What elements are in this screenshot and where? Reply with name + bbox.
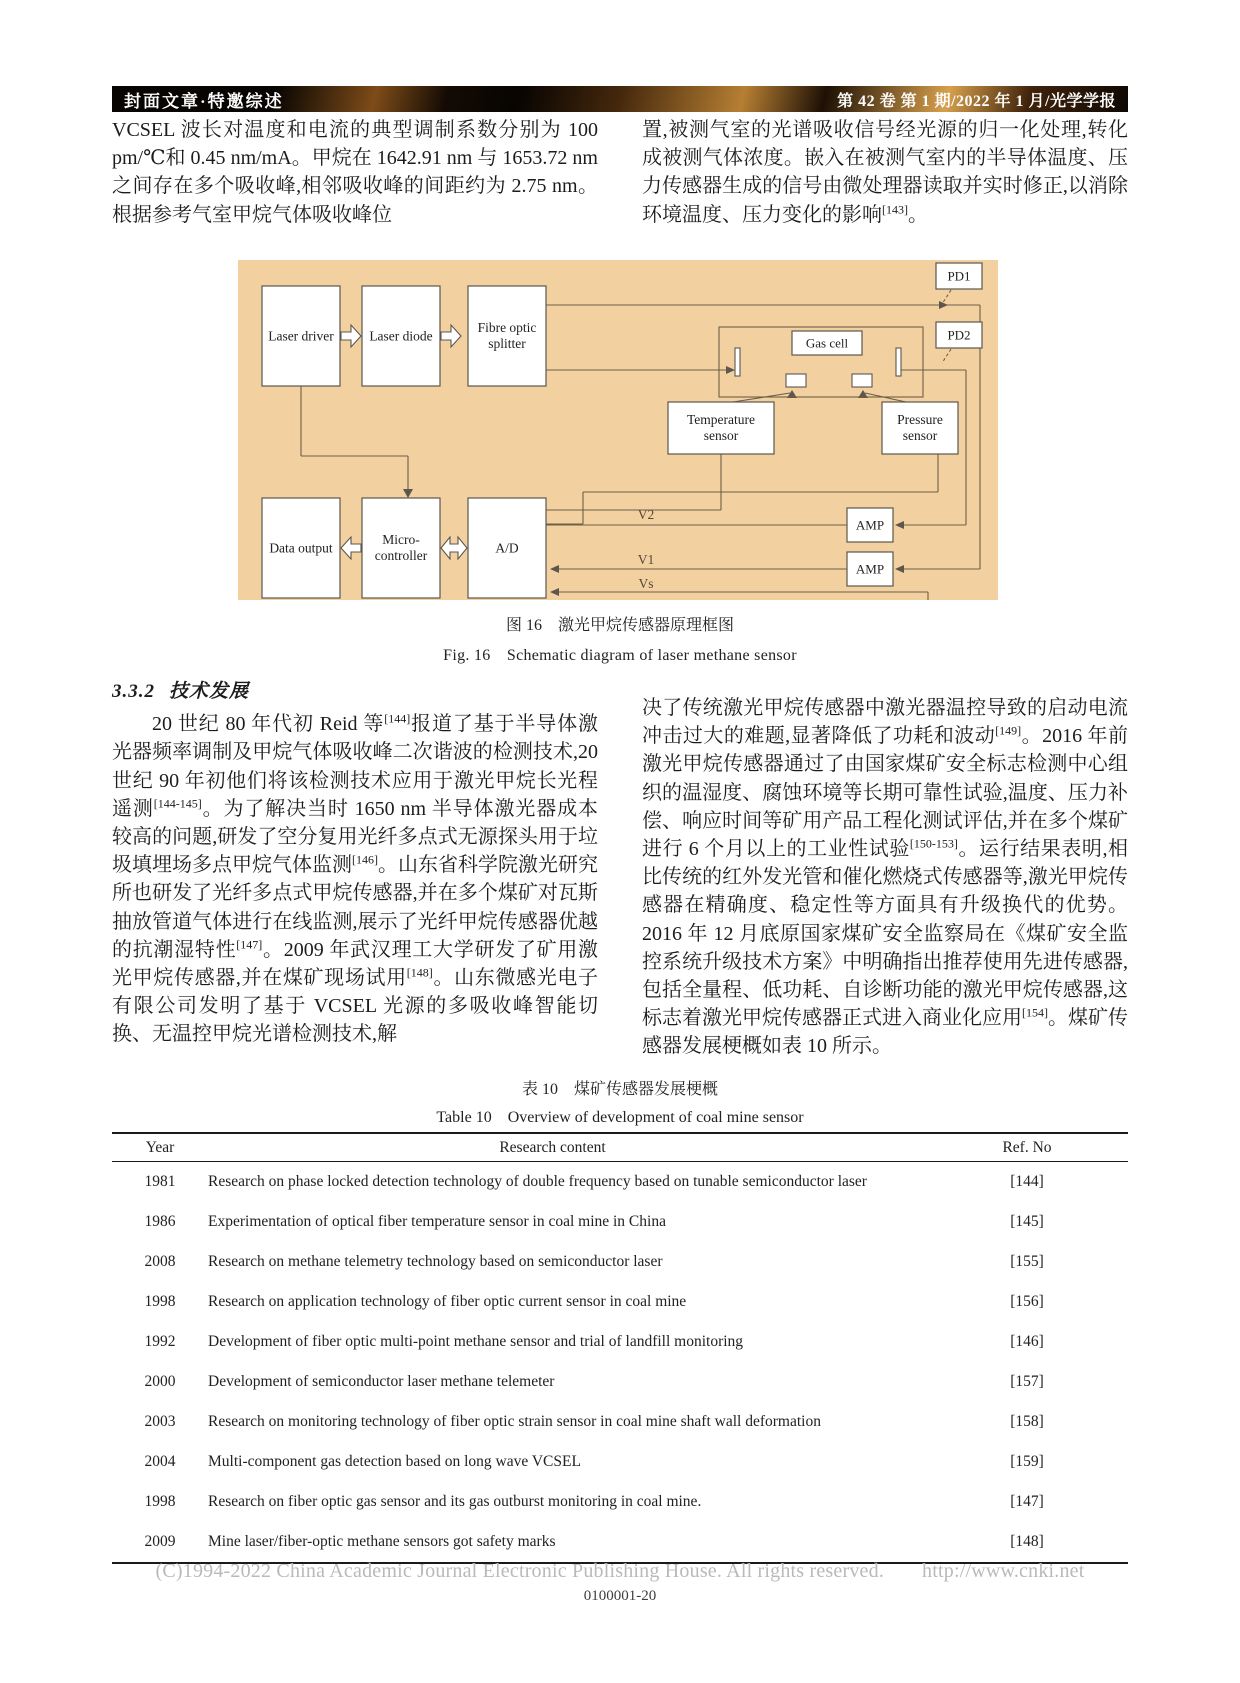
reference-superscript: [149]	[995, 723, 1022, 738]
ref-cell: [144]	[1010, 1173, 1044, 1190]
year-cell: 1998	[144, 1293, 176, 1310]
pressure-sensor-box	[882, 402, 958, 454]
flow-arrow-left-icon	[341, 537, 361, 559]
svg-text:splitter: splitter	[488, 336, 526, 351]
content-cell: Development of semiconductor laser methane telemeter	[208, 1373, 555, 1390]
figure-caption-english: Fig. 16 Schematic diagram of laser methane sensor	[443, 647, 797, 664]
photodiode-coupling-dash	[942, 349, 951, 363]
svg-text:Gas cell: Gas cell	[805, 335, 849, 351]
section-left-paragraph: 20 世纪 80 年代初 Reid 等[144]报道了基于半导体激光器频率调制及甲烷气体吸收峰二次谐波的检测技术,20 世纪 90 年初他们将该检测技术应用于激光甲烷长光程遥测[144-145]。为了解决当时 1650 nm 半导体激光器成本较高的问题,研发了空分复用光纤多点式无源探头用于垃圾填埋场多点甲烷气体监测[146]。山东省科学院激光研究所也研发了光纤多点式甲烷传感器,并在多个煤矿对瓦斯抽放管道气体进行在线监测,展示了光纤甲烷传感器优越的抗潮湿特性[147]。2009 年武汉理工大学研发了矿用激光甲烷传感器,并在煤矿现场试用[148]。山东微感光电子有限公司发明了基于 VCSEL 光源的多吸收峰智能切换、无温控甲烷光谱检测技术,解	[112, 711, 599, 1046]
svg-text:A/D: A/D	[495, 540, 519, 556]
table-row	[112, 1522, 1128, 1563]
year-cell: 2004	[144, 1453, 176, 1470]
table-row	[112, 1322, 1128, 1362]
ad-box	[468, 498, 546, 598]
reference-superscript: [143]	[882, 201, 908, 216]
laser-methane-sensor-schematic	[238, 260, 998, 600]
ref-cell: [155]	[1010, 1253, 1044, 1270]
arrowhead-icon	[895, 565, 904, 573]
copyright-text: (C)1994-2022 China Academic Journal Electronic Publishing House. All rights reserved.	[155, 1560, 885, 1582]
year-cell: 1986	[144, 1213, 176, 1230]
intro-paragraphs	[112, 116, 1128, 229]
section-heading	[112, 678, 598, 706]
arrowhead-icon	[895, 521, 904, 529]
svg-text:AMP: AMP	[855, 517, 885, 533]
content-cell: Mine laser/fiber-optic methane sensors got safety marks	[208, 1533, 556, 1550]
intro-left-paragraph: VCSEL 波长对温度和电流的典型调制系数分别为 100 pm/℃和 0.45 nm/mA。甲烷在 1642.91 nm 与 1653.72 nm 之间存在多个吸收峰,相邻吸收峰的间距约为 2.75 nm。根据参考气室甲烷气体吸收峰位	[112, 119, 598, 226]
figure-16-diagram	[238, 260, 998, 600]
ref-cell: [148]	[1010, 1533, 1044, 1550]
flow-arrow-right-icon	[341, 325, 361, 347]
year-cell: 2000	[144, 1373, 176, 1390]
svg-text:Laser driver: Laser driver	[268, 328, 334, 344]
content-cell: Research on phase locked detection technology of double frequency based on tunable semiconductor laser	[208, 1173, 867, 1190]
section-right-paragraph: 决了传统激光甲烷传感器中激光器温控导致的启动电流冲击过大的难题,显著降低了功耗和波动[149]。2016 年前激光甲烷传感器通过了由国家煤矿安全标志检测中心组织的温湿度、腐蚀环境等长期可靠性试验,温度、压力补偿、响应时间等矿用产品工程化测试评估,并在多个煤矿进行 6 个月以上的工业性试验[150-153]。运行结果表明,相比传统的红外发光管和催化燃烧式传感器等,激光甲烷传感器在精确度、稳定性等方面具有升级换代的优势。2016 年 12 月底原国家煤矿安全监察局在《煤矿安全监控系统升级技术方案》中明确指出推荐使用先进传感器,包括全量程、低功耗、自诊断功能的激光甲烷传感器,这标志着激光甲烷传感器正式进入商业化应用[154]。煤矿传感器发展梗概如表 10 所示。	[642, 697, 1129, 1058]
content-cell: Multi-component gas detection based on long wave VCSEL	[208, 1453, 581, 1470]
pd2-box	[936, 322, 982, 348]
ref-cell: [159]	[1010, 1453, 1044, 1470]
year-cell: 1992	[144, 1333, 176, 1350]
header-banner	[112, 86, 1128, 112]
svg-text:controller: controller	[374, 548, 428, 563]
svg-text:Pressure: Pressure	[897, 412, 943, 427]
temp-sensor-box	[668, 402, 774, 454]
figure-caption-chinese: 图 16 激光甲烷传感器原理框图	[505, 617, 734, 634]
table-header-row	[112, 1133, 1128, 1162]
ref-cell: [147]	[1010, 1493, 1044, 1510]
journal-issue-label: 第 42 卷 第 1 期/2022 年 1 月/光学学报	[837, 92, 1116, 110]
content-cell: Research on methane telemetry technology based on semiconductor laser	[208, 1253, 663, 1270]
svg-text:Temperature: Temperature	[686, 412, 756, 427]
page-code: 0100001-20	[583, 1588, 657, 1604]
table-row	[112, 1402, 1128, 1442]
content-cell: Experimentation of optical fiber temperature sensor in coal mine in China	[208, 1213, 666, 1230]
svg-text:AMP: AMP	[855, 561, 885, 577]
ref-cell: [156]	[1010, 1293, 1044, 1310]
table-row	[112, 1242, 1128, 1282]
year-cell: 2008	[144, 1253, 176, 1270]
amp1-box	[847, 508, 893, 542]
table-row	[112, 1282, 1128, 1322]
laser-driver-box	[262, 286, 340, 386]
cnki-url: http://www.cnki.net	[922, 1560, 1085, 1582]
svg-text:Micro-: Micro-	[382, 532, 420, 547]
optical-window	[896, 348, 901, 376]
table-row	[112, 1362, 1128, 1402]
reference-superscript: [146]	[352, 852, 378, 867]
photodiode-coupling-dash	[942, 290, 951, 304]
svg-text:sensor: sensor	[703, 428, 739, 443]
content-cell: Development of fiber optic multi-point methane sensor and trial of landfill monitoring	[208, 1333, 744, 1350]
svg-text:sensor: sensor	[902, 428, 938, 443]
reference-superscript: [150-153]	[909, 836, 958, 851]
table-caption-english: Table 10 Overview of development of coal mine sensor	[436, 1109, 804, 1126]
table-row	[112, 1202, 1128, 1242]
laser-diode-box	[362, 286, 440, 386]
reference-superscript: [144-145]	[153, 796, 202, 811]
signal-label-v1: V1	[637, 552, 655, 567]
micro-box	[362, 498, 440, 598]
embedded-transducer	[786, 374, 806, 387]
flow-arrow-right-icon	[441, 325, 461, 347]
reference-superscript: [144]	[384, 711, 411, 726]
flow-arrow-double-icon	[441, 537, 467, 559]
section-title: 技术发展	[169, 681, 250, 702]
ref-cell: [158]	[1010, 1413, 1044, 1430]
reference-superscript: [154]	[1022, 1005, 1048, 1020]
optical-window	[735, 348, 740, 376]
arrowhead-icon	[403, 489, 413, 498]
content-column-header: Research content	[208, 1133, 952, 1162]
svg-text:Laser diode: Laser diode	[369, 328, 433, 344]
amp2-box	[847, 552, 893, 586]
column-type-label: 封面文章·特邀综述	[124, 91, 284, 111]
reference-superscript: [147]	[236, 937, 263, 952]
signal-label-v2: V2	[637, 507, 655, 522]
splitter-box	[468, 286, 546, 386]
copyright-footer	[0, 1560, 1240, 1583]
section-3-3-2	[112, 678, 1128, 1061]
svg-text:PD1: PD1	[947, 268, 971, 284]
content-cell: Research on application technology of fiber optic current sensor in coal mine	[208, 1293, 687, 1310]
year-cell: 1998	[144, 1493, 176, 1510]
year-cell: 2009	[144, 1533, 176, 1550]
arrowhead-icon	[550, 565, 559, 573]
section-number: 3.3.2	[112, 681, 155, 702]
gas-cell-box	[792, 331, 862, 355]
arrowhead-icon	[939, 301, 948, 309]
intro-right-paragraph: 置,被测气室的光谱吸收信号经光源的归一化处理,转化成被测气体浓度。嵌入在被测气室内的半导体温度、压力传感器生成的信号由微处理器读取并实时修正,以消除环境温度、压力变化的影响[143]。	[642, 119, 1128, 226]
table-caption-chinese: 表 10 煤矿传感器发展梗概	[521, 1081, 718, 1098]
table-row	[112, 1482, 1128, 1522]
arrowhead-icon	[726, 366, 735, 374]
coal-mine-sensor-table	[112, 1132, 1128, 1564]
year-column-header: Year	[112, 1133, 208, 1162]
table-row	[112, 1162, 1128, 1203]
content-cell: Research on fiber optic gas sensor and its gas outburst monitoring in coal mine.	[208, 1493, 702, 1510]
data-output-box	[262, 498, 340, 598]
reference-superscript: [148]	[406, 965, 433, 980]
year-cell: 1981	[144, 1173, 176, 1190]
ref-cell: [157]	[1010, 1373, 1044, 1390]
signal-label-vs: Vs	[638, 576, 654, 591]
content-cell: Research on monitoring technology of fiber optic strain sensor in coal mine shaft wall deformation	[208, 1413, 821, 1430]
embedded-transducer	[852, 374, 872, 387]
table-row	[112, 1442, 1128, 1482]
ref-column-header: Ref. No	[952, 1133, 1128, 1162]
svg-text:Data output: Data output	[269, 540, 333, 556]
ref-cell: [146]	[1010, 1333, 1044, 1350]
year-cell: 2003	[144, 1413, 176, 1430]
ref-cell: [145]	[1010, 1213, 1044, 1230]
svg-text:PD2: PD2	[947, 327, 971, 343]
arrowhead-icon	[550, 588, 559, 596]
svg-text:Fibre optic: Fibre optic	[477, 320, 537, 335]
pd1-box	[936, 263, 982, 289]
